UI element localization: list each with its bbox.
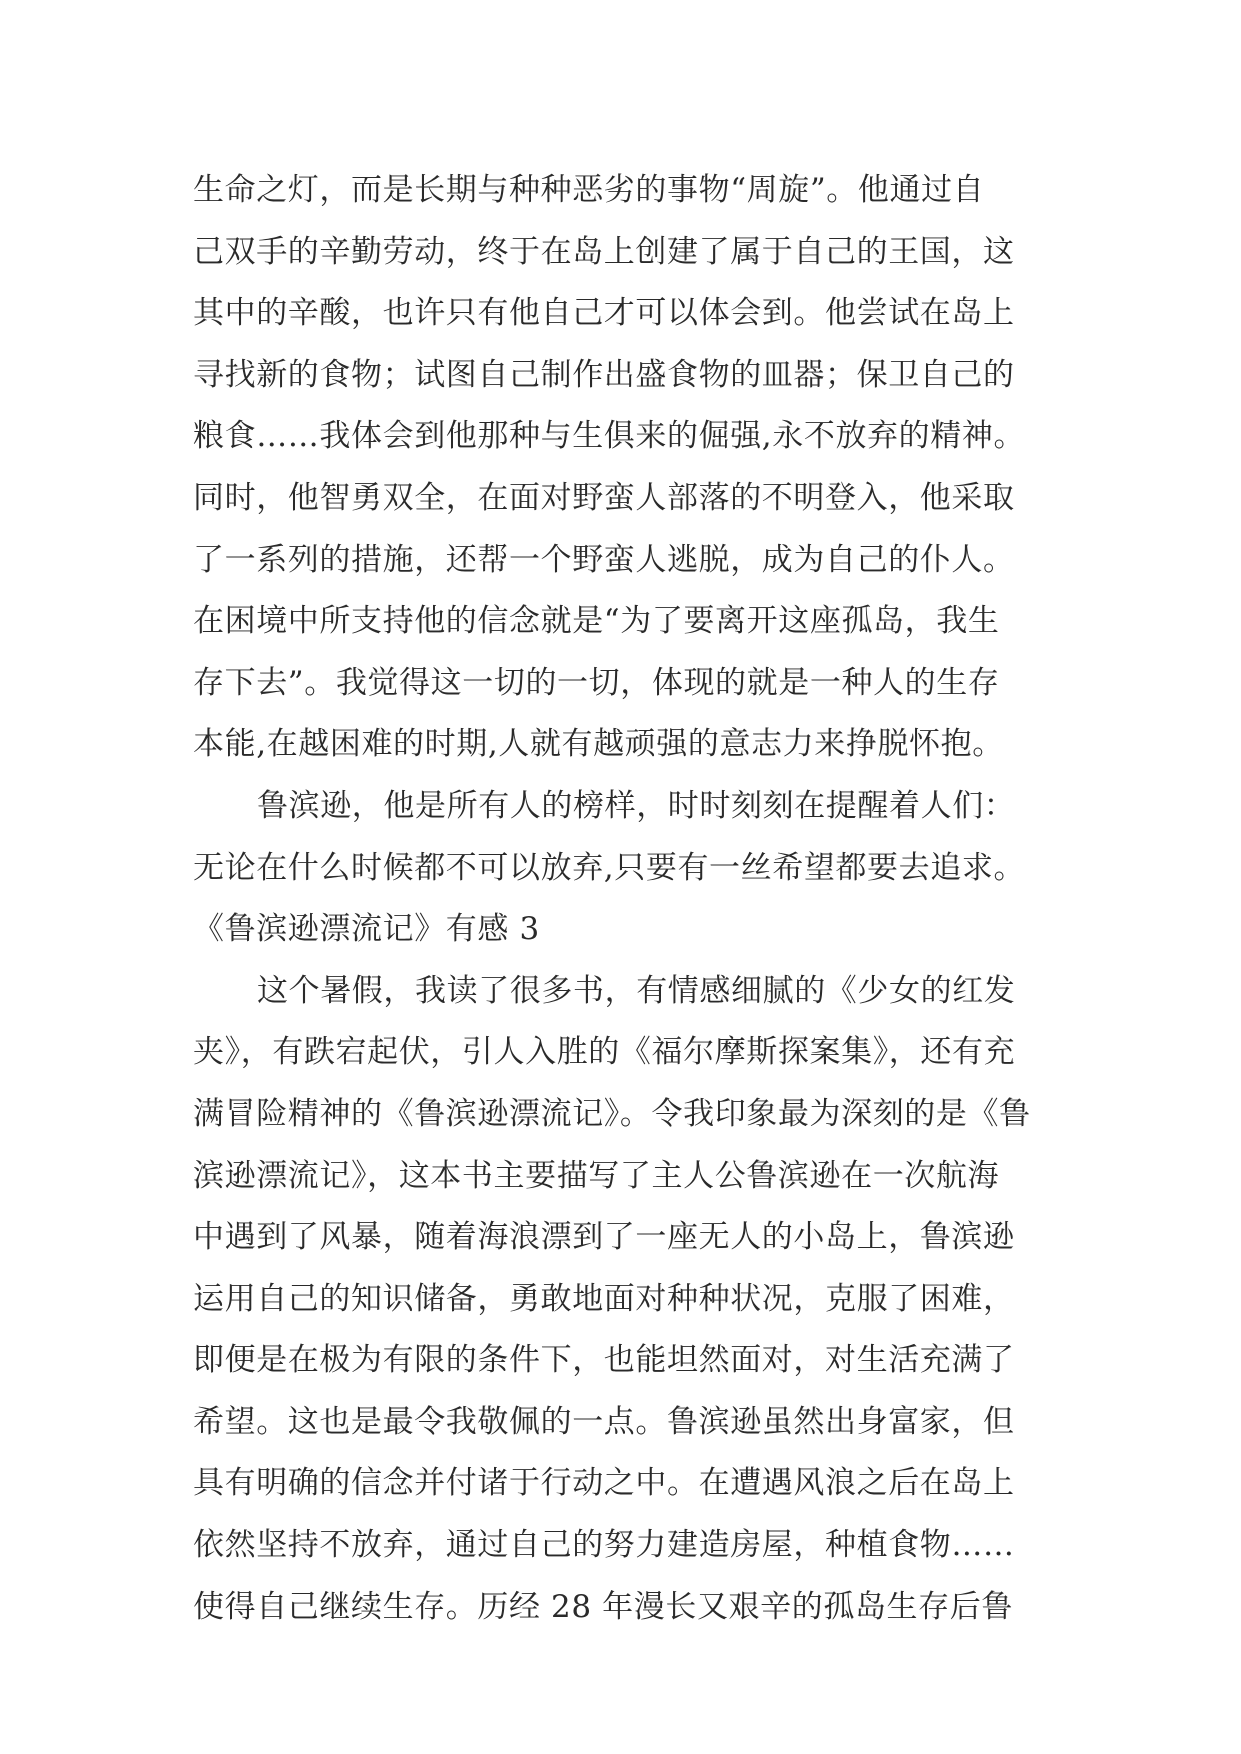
text-line: 希望。这也是最令我敬佩的一点。鲁滨逊虽然出身富家，但 <box>193 1403 1015 1440</box>
text-line: 即便是在极为有限的条件下，也能坦然面对，对生活充满了 <box>193 1342 1015 1379</box>
text-line: 具有明确的信念并付诸于行动之中。在遭遇风浪之后在岛上 <box>193 1465 1015 1502</box>
text-line: 在困境中所支持他的信念就是“为了要离开这座孤岛，我生 <box>193 603 1000 640</box>
text-line: 本能,在越困难的时期,人就有越顽强的意志力来挣脱怀抱。 <box>193 726 1004 763</box>
text-line: 运用自己的知识储备，勇敢地面对种种状况，克服了困难， <box>193 1280 1015 1317</box>
text-line: 生命之灯，而是长期与种种恶劣的事物“周旋”。他通过自 <box>193 172 985 208</box>
text-line: 中遇到了风暴，随着海浪漂到了一座无人的小岛上，鲁滨逊 <box>193 1219 1015 1256</box>
text-line: 己双手的辛勤劳动，终于在岛上创建了属于自己的王国，这 <box>193 233 1015 270</box>
text-line: 粮食……我体会到他那种与生俱来的倔强,永不放弃的精神。 <box>193 418 1026 455</box>
text-line: 寻找新的食物；试图自己制作出盛食物的皿器；保卫自己的 <box>193 356 1015 393</box>
body-text <box>193 160 1073 1638</box>
text-line: 了一系列的措施，还帮一个野蛮人逃脱，成为自己的仆人。 <box>193 541 1015 578</box>
text-line: 同时，他智勇双全，在面对野蛮人部落的不明登入，他采取 <box>193 479 1015 516</box>
text-line: 存下去”。我觉得这一切的一切，体现的就是一种人的生存 <box>193 664 1000 701</box>
text-line: 无论在什么时候都不可以放弃,只要有一丝希望都要去追求。 <box>193 849 1026 886</box>
section-heading: 《鲁滨逊漂流记》有感 3 <box>193 911 540 948</box>
text-line: 夹》，有跌宕起伏，引人入胜的《福尔摩斯探案集》，还有充 <box>193 1034 1016 1071</box>
paragraph-start-line: 鲁滨逊，他是所有人的榜样，时时刻刻在提醒着人们： <box>257 787 1016 824</box>
text-line: 其中的辛酸，也许只有他自己才可以体会到。他尝试在岛上 <box>193 295 1015 332</box>
text-line: 使得自己继续生存。历经 28 年漫长又艰辛的孤岛生存后鲁 <box>193 1588 1013 1625</box>
text-line: 依然坚持不放弃，通过自己的努力建造房屋，种植食物…… <box>193 1527 1015 1564</box>
text-line: 满冒险精神的《鲁滨逊漂流记》。令我印象最为深刻的是《鲁 <box>193 1095 1031 1132</box>
paragraph-start-line: 这个暑假，我读了很多书，有情感细腻的《少女的红发 <box>257 972 1016 1009</box>
text-line: 滨逊漂流记》，这本书主要描写了主人公鲁滨逊在一次航海 <box>193 1157 1000 1194</box>
